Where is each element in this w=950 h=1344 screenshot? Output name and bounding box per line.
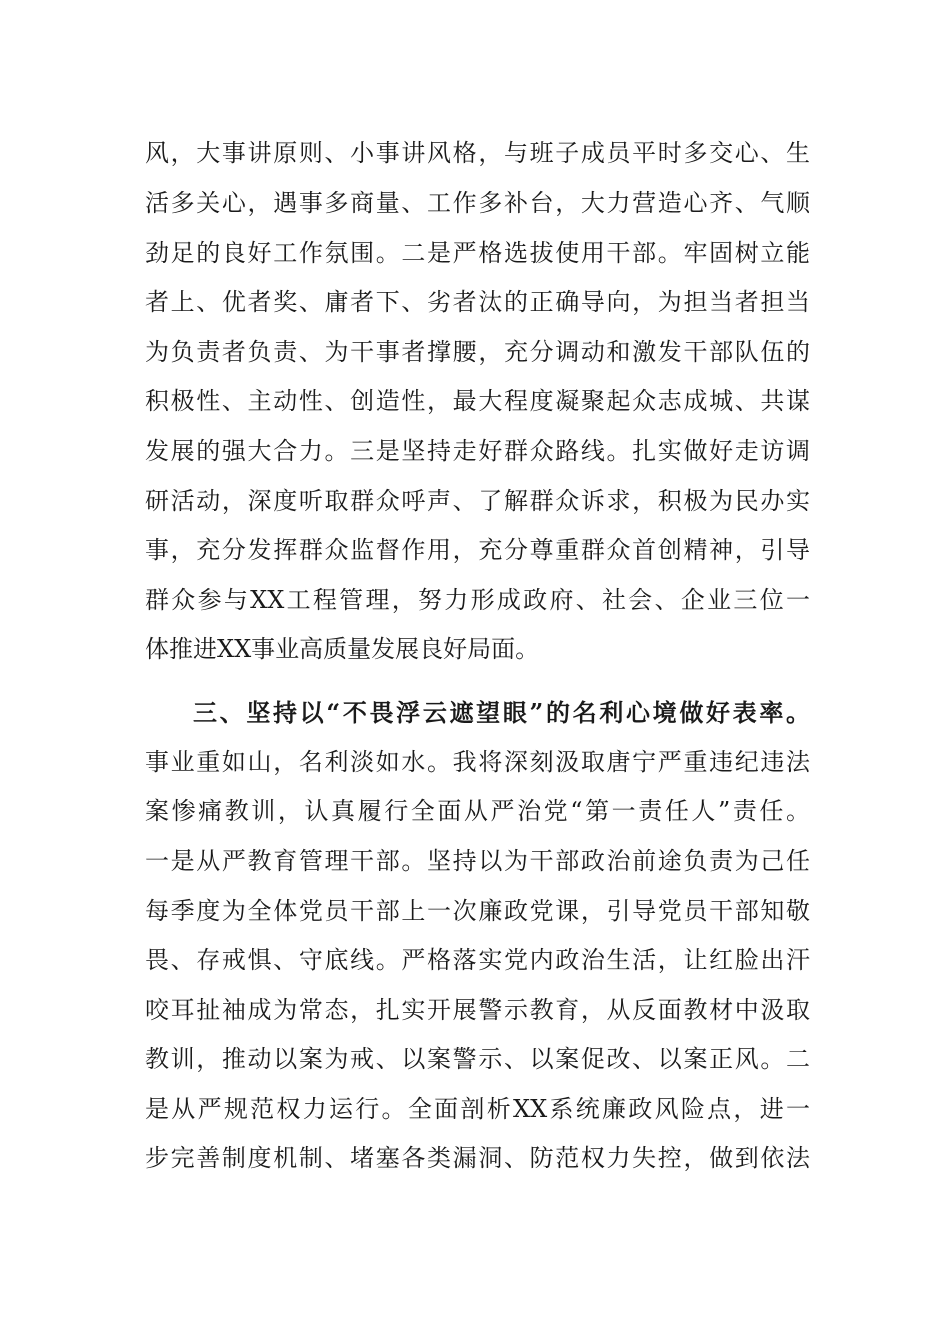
body-line-17: 咬耳扯袖成为常态，扎实开展警示教育，从反面教材中汲取 (145, 996, 810, 1024)
body-line-12: 事业重如山，名利淡如水。我将深刻汲取唐宁严重违纪违法 (145, 748, 810, 776)
body-line-3: 劲足的良好工作氛围。二是严格选拔使用干部。牢固树立能 (145, 239, 810, 267)
body-line-16: 畏、存戒惧、守底线。严格落实党内政治生活，让红脸出汗 (145, 946, 810, 974)
body-line-8: 研活动，深度听取群众呼声、了解群众诉求，积极为民办实 (145, 487, 810, 515)
body-line-7: 发展的强大合力。三是坚持走好群众路线。扎实做好走访调 (145, 437, 810, 465)
body-line-13: 案惨痛教训，认真履行全面从严治党“第一责任人”责任。 (145, 797, 810, 825)
body-line-10: 群众参与XX工程管理，努力形成政府、社会、企业三位一 (145, 586, 810, 614)
body-line-19: 是从严规范权力运行。全面剖析XX系统廉政风险点，进一 (145, 1095, 810, 1123)
body-line-5: 为负责者负责、为干事者撑腰，充分调动和激发干部队伍的 (145, 338, 810, 366)
section-heading: 三、坚持以“不畏浮云遮望眼”的名利心境做好表率。 (193, 698, 810, 727)
body-line-1: 风，大事讲原则、小事讲风格，与班子成员平时多交心、生 (145, 139, 810, 167)
body-line-9: 事，充分发挥群众监督作用，充分尊重群众首创精神，引导 (145, 536, 810, 564)
body-line-11: 体推进XX事业高质量发展良好局面。 (145, 635, 540, 663)
body-line-14: 一是从严教育管理干部。坚持以为干部政治前途负责为己任 (145, 847, 810, 875)
body-line-15: 每季度为全体党员干部上一次廉政党课，引导党员干部知敬 (145, 897, 810, 925)
body-line-18: 教训，推动以案为戒、以案警示、以案促改、以案正风。二 (145, 1045, 810, 1073)
body-line-2: 活多关心，遇事多商量、工作多补台，大力营造心齐、气顺 (145, 189, 810, 217)
body-line-20: 步完善制度机制、堵塞各类漏洞、防范权力失控，做到依法 (145, 1144, 810, 1172)
body-line-4: 者上、优者奖、庸者下、劣者汰的正确导向，为担当者担当 (145, 288, 810, 316)
body-line-6: 积极性、主动性、创造性，最大程度凝聚起众志成城、共谋 (145, 387, 810, 415)
